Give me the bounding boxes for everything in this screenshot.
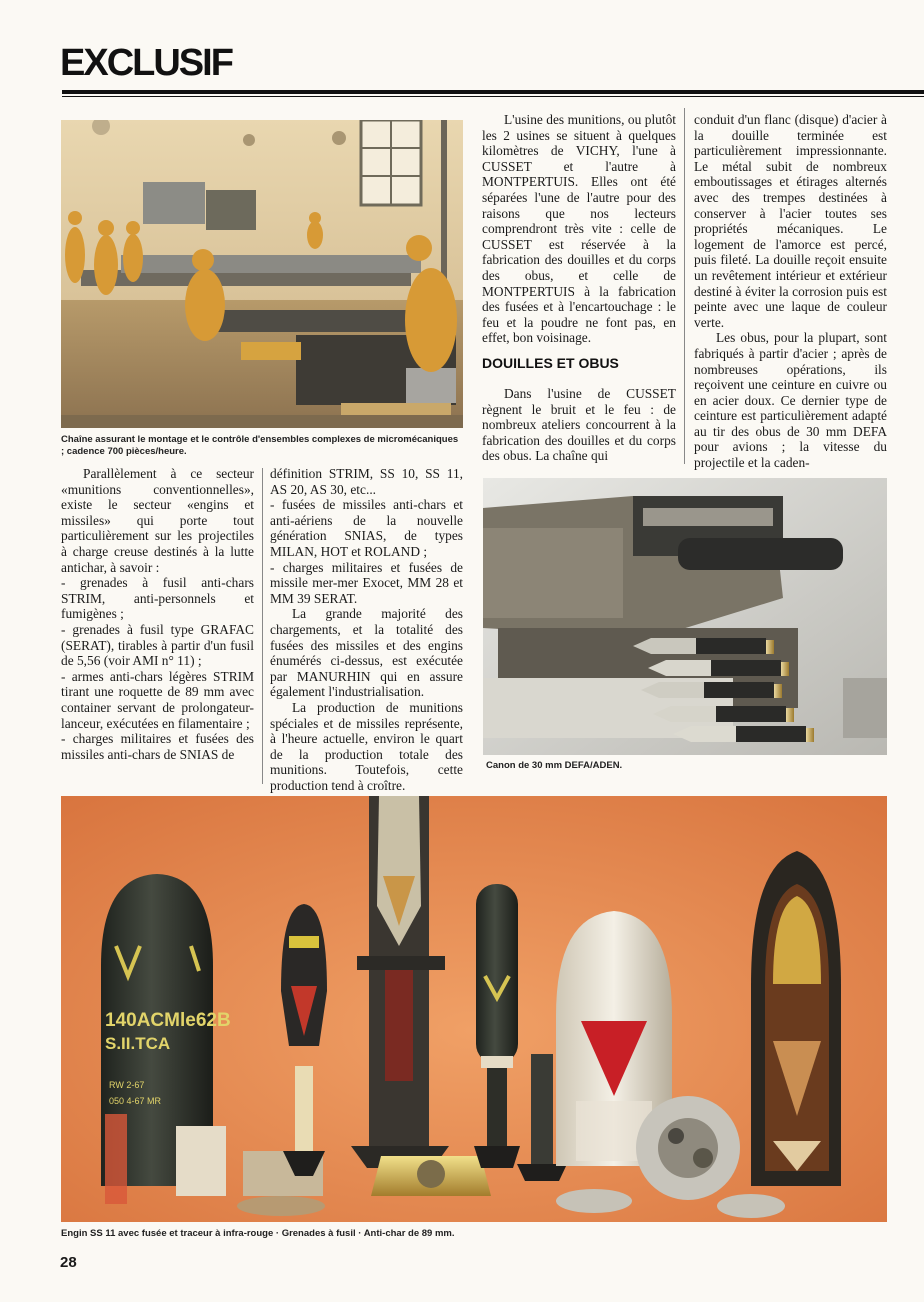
header-rule	[62, 90, 924, 94]
section-heading: DOUILLES ET OBUS	[482, 355, 619, 371]
paragraph: Dans l'usine de CUSSET règnent le bruit et le feu : de nombreux ateliers concourrent à la fabrication des douilles et du corps des obus. La chaîne qui	[482, 386, 676, 464]
shell-marking-4: 050 4-67 MR	[109, 1096, 162, 1106]
article-column-1	[61, 466, 254, 762]
paragraph: La grande majorité des chargements, et la totalité des fusées des missiles et des engins énumérés ci-dessus, est exécutée par MANURHIN qui en assure également l'industrialisation.	[270, 606, 463, 700]
list-item: - charges militaires et fusées des missiles anti-chars de SNIAS de	[61, 731, 254, 762]
page-number: 28	[60, 1254, 77, 1271]
article-column-3	[482, 112, 676, 346]
paragraph: La production de munitions spéciales et de missiles représente, à l'heure actuelle, environ le quart de la production totale des munitions. Toutefois, cette production tend à croître.	[270, 699, 463, 793]
paragraph: Parallèlement à ce secteur «munitions conventionnelles», existe le secteur «engins et missiles» qui porte tout particulièrement sur les projectiles à charge creuse destinés à la lutte antichar, à savoir :	[61, 466, 254, 575]
munitions-photo	[61, 796, 887, 1222]
header-rule-thin	[62, 96, 924, 97]
article-column-4	[694, 112, 887, 471]
factory-photo	[61, 120, 463, 428]
paragraph: définition STRIM, SS 10, SS 11, AS 20, AS 30, etc...	[270, 466, 463, 497]
shell-marking-1: 140ACMle62B	[105, 1010, 231, 1031]
shell-marking-2: S.II.TCA	[105, 1034, 171, 1053]
article-column-3-bottom	[482, 386, 676, 464]
column-rule	[262, 468, 263, 784]
section-title: EXCLUSIF	[60, 42, 232, 84]
shell-marking-3: RW 2-67	[109, 1080, 145, 1090]
article-column-2	[270, 466, 463, 793]
factory-caption: Chaîne assurant le montage et le contrôle d'ensembles complexes de micromécaniques ; cadence 700 pièces/heure.	[61, 434, 459, 457]
list-item: - grenades à fusil type GRAFAC (SERAT), tirables à partir d'un fusil de 5,56 (voir AMI n° 11) ;	[61, 621, 254, 669]
list-item: - grenades à fusil anti-chars STRIM, anti-personnels et fumigènes ;	[61, 575, 254, 622]
paragraph: L'usine des munitions, ou plutôt les 2 usines se situent à quelques kilomètres de VICHY, l'une à CUSSET et l'autre à MONTPERTUIS. Elles ont été séparées l'une de l'autre pour des raisons que nos lecteurs comprendront très vite : celle de CUSSET est réservée à la fabrication des douilles et du corps des obus, et celle de MONTPERTUIS à la fabrication des fusées et à l'encartouchage : le feu et la poudre ne font pas, en effet, bon voisinage.	[482, 112, 676, 346]
paragraph: conduit d'un flanc (disque) d'acier à la douille terminée est particulièrement impressionnante. Le métal subit de nombreux emboutissages et étirages alternés avec des trempes destinées à conserver à l'acier toutes ses propriétés mécaniques. Le logement de l'amorce est percé, puis fileté. La douille reçoit ensuite un revêtement intérieur et extérieur destiné à éviter la corrosion puis est peinte avec une laque de couleur verte.	[694, 112, 887, 330]
cannon-caption: Canon de 30 mm DEFA/ADEN.	[486, 760, 623, 771]
list-item: - charges militaires et fusées de missile mer-mer Exocet, MM 28 et MM 39 SERAT.	[270, 559, 463, 606]
munitions-caption: Engin SS 11 avec fusée et traceur à infra-rouge · Grenades à fusil · Anti-char de 89 mm.	[61, 1228, 455, 1239]
column-rule	[684, 108, 685, 464]
cannon-photo	[483, 478, 887, 755]
paragraph: Les obus, pour la plupart, sont fabriqués à partir d'acier ; après de nombreuses opérations, ils reçoivent une ceinture en cuivre ou en acier doux. Ce dernier type de ceinture est particulièrement adapté au tir des obus de 30 mm DEFA pour avions ; la vitesse du projectile et la caden-	[694, 330, 887, 471]
list-item: - fusées de missiles anti-chars et anti-aériens de la nouvelle génération SNIAS, de types MILAN, HOT et ROLAND ;	[270, 497, 463, 559]
list-item: - armes anti-chars légères STRIM tirant une roquette de 89 mm avec container servant de prolongateur-lanceur, exécutées en filamentaire ;	[61, 668, 254, 731]
